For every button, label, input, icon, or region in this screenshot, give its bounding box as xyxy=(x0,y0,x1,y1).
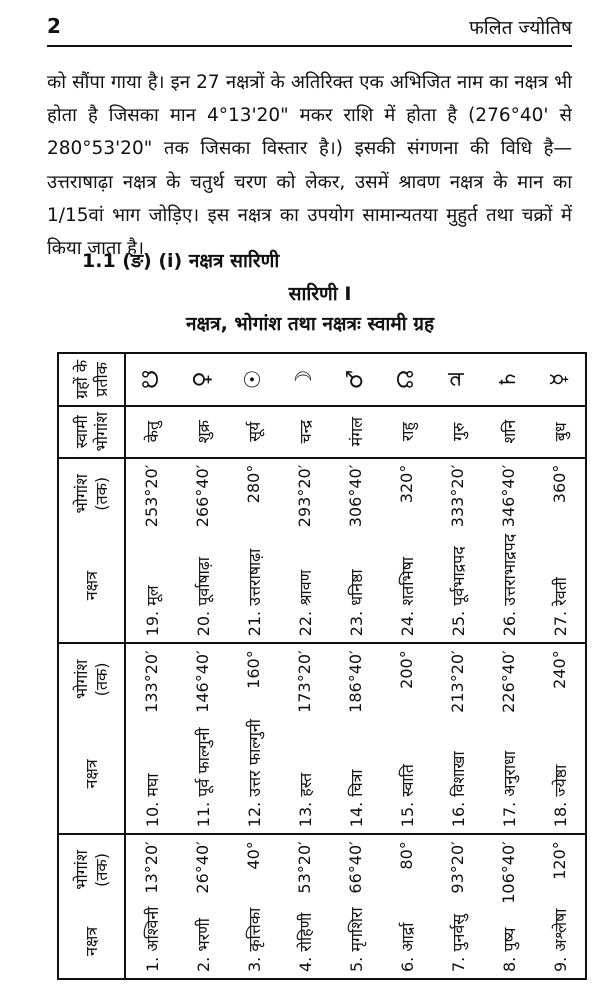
bhogansh-cell: 186°40′ xyxy=(346,650,365,713)
nakshatra-cell: 2. भरणी xyxy=(193,918,213,972)
bhogansh-cell: 320° xyxy=(397,464,416,504)
nakshatra-table xyxy=(57,352,587,980)
table-row xyxy=(432,353,483,979)
nakshatra-cell: 16. विशाखा xyxy=(432,715,483,835)
swami-cell: सूर्य xyxy=(228,406,279,458)
bhogansh-cell: 120° xyxy=(550,841,569,880)
nakshatra-cell: 23. धनिष्ठा xyxy=(330,529,381,643)
bhogansh-cell: 160° xyxy=(244,650,263,689)
bhogansh-cell: 66°40′ xyxy=(346,841,365,894)
header-symbol: ग्रहों के प्रतीक xyxy=(58,353,125,406)
bhogansh-cell: 333°20′ xyxy=(448,464,467,528)
bhogansh-cell: 293°20′ xyxy=(295,464,314,528)
nakshatra-cell: 3. कृत्तिका xyxy=(244,907,264,972)
table-row xyxy=(483,353,534,979)
table-subtitle: नक्षत्र, भोगांश तथा नक्षत्रः स्वामी ग्रह xyxy=(185,313,435,335)
nakshatra-cell: 20. पूर्वाषाढ़ा xyxy=(177,529,228,643)
bhogansh-cell: 253°20′ xyxy=(142,464,161,528)
planet-symbol-icon: ♀ xyxy=(177,353,228,406)
bhogansh-cell: 346°40′ xyxy=(499,464,518,528)
table-row xyxy=(279,353,330,979)
planet-symbol-icon: ♂ xyxy=(330,353,381,406)
bhogansh-cell: 266°40′ xyxy=(193,464,212,528)
section-heading: 1.1 (ङ) (i) नक्षत्र सारिणी xyxy=(82,250,280,272)
bhogansh-cell: 26°40′ xyxy=(193,841,212,894)
nakshatra-cell: 17. अनुराधा xyxy=(483,715,534,835)
nakshatra-cell: 5. मृगशिरा xyxy=(346,907,366,972)
nakshatra-cell: 6. आर्द्रा xyxy=(397,922,417,972)
planet-symbol-icon: ☉ xyxy=(228,353,279,406)
header-swami: स्वामी भोगांश xyxy=(58,406,125,458)
nakshatra-cell: 7. पुनर्वसु xyxy=(448,913,468,972)
nakshatra-cell: 18. ज्येष्ठा xyxy=(534,715,586,835)
bhogansh-cell: 213°20′ xyxy=(448,650,467,713)
bhogansh-cell: 360° xyxy=(550,464,569,504)
nakshatra-cell: 26. उत्तराभाद्रपद xyxy=(483,529,534,643)
table-row xyxy=(381,353,432,979)
bhogansh-cell: 80° xyxy=(397,841,416,870)
bhogansh-cell: 106°40′ xyxy=(499,841,518,904)
nakshatra-cell: 8. पुष्य xyxy=(499,927,519,972)
header-rule xyxy=(47,45,572,47)
table-row xyxy=(228,353,279,979)
swami-cell: केतु xyxy=(125,406,177,458)
table-header-row xyxy=(58,353,125,979)
nakshatra-cell: 21. उत्तराषाढ़ा xyxy=(228,529,279,643)
nakshatra-cell: 25. पूर्वभाद्रपद xyxy=(432,529,483,643)
nakshatra-cell: 9. अश्लेषा xyxy=(550,908,570,972)
swami-cell: शनि xyxy=(483,406,534,458)
bhogansh-cell: 53°20′ xyxy=(295,841,314,894)
nakshatra-cell: 27. रेवती xyxy=(534,529,586,643)
swami-cell: गुरु xyxy=(432,406,483,458)
planet-symbol-icon: ♄ xyxy=(483,353,534,406)
swami-cell: राहु xyxy=(381,406,432,458)
header-nakshatra: नक्षत्र xyxy=(58,529,125,643)
bhogansh-cell: 226°40′ xyxy=(499,650,518,713)
table-row xyxy=(125,353,177,979)
nakshatra-cell: 22. श्रावण xyxy=(279,529,330,643)
bhogansh-cell: 280° xyxy=(244,464,263,504)
planet-symbol-icon: ☿ xyxy=(534,353,586,406)
nakshatra-cell: 19. मूल xyxy=(125,529,177,643)
bhogansh-cell: 146°40′ xyxy=(193,650,212,713)
nakshatra-cell: 12. उत्तर फाल्गुनी xyxy=(228,715,279,835)
nakshatra-cell: 13. हस्त xyxy=(279,715,330,835)
header-bhogansh: भोगांश (तक) xyxy=(58,834,125,905)
bhogansh-cell: 173°20′ xyxy=(295,650,314,713)
table-row xyxy=(330,353,381,979)
table-title: सारिणी I xyxy=(288,283,352,305)
swami-cell: शुक्र xyxy=(177,406,228,458)
nakshatra-cell: 10. मघा xyxy=(125,715,177,835)
planet-symbol-icon: ♃ xyxy=(432,353,483,406)
swami-cell: चन्द्र xyxy=(279,406,330,458)
nakshatra-cell: 1. अश्विनी xyxy=(142,906,162,972)
bhogansh-cell: 200° xyxy=(397,650,416,689)
swami-cell: बुध xyxy=(534,406,586,458)
header-nakshatra: नक्षत्र xyxy=(58,715,125,835)
nakshatra-cell: 14. चित्रा xyxy=(330,715,381,835)
nakshatra-cell: 15. स्वाति xyxy=(381,715,432,835)
bhogansh-cell: 240° xyxy=(550,650,569,689)
bhogansh-cell: 306°40′ xyxy=(346,464,365,528)
body-paragraph: को सौंपा गाया है। इन 27 नक्षत्रों के अतिरिक्त एक अभिजित नाम का नक्षत्र भी होता है जिसका मान 4°13'20" मकर राशि में होता है (276°40' से 280°53'20" तक जिसका विस्तार है।) इसकी संगणना की विधि है—उत्तराषाढ़ा नक्षत्र के चतुर्थ चरण को लेकर, उसमें श्रावण नक्षत्र के मान का 1/15वां भाग जोड़िए। इस नक्षत्र का उपयोग सामान्यतया मुहुर्त तथा चक्रों में किया जाता है। xyxy=(47,72,572,260)
bhogansh-cell: 40° xyxy=(244,841,263,870)
bhogansh-cell: 133°20′ xyxy=(142,650,161,713)
running-title: फलित ज्योतिष xyxy=(469,17,572,39)
nakshatra-cell: 4. रोहिणी xyxy=(295,912,315,972)
swami-cell: मंगल xyxy=(330,406,381,458)
bhogansh-cell: 93°20′ xyxy=(448,841,467,894)
page-number: 2 xyxy=(47,14,61,38)
planet-symbol-icon: ☽ xyxy=(279,353,330,406)
table-row xyxy=(177,353,228,979)
planet-symbol-icon: ☊ xyxy=(381,353,432,406)
nakshatra-table-rotated xyxy=(57,352,572,980)
nakshatra-cell: 24. शतभिषा xyxy=(381,529,432,643)
planet-symbol-icon: ☋ xyxy=(125,353,177,406)
nakshatra-cell: 11. पूर्व फाल्गुनी xyxy=(177,715,228,835)
header-bhogansh: भोगांश (तक) xyxy=(58,458,125,529)
table-row xyxy=(534,353,586,979)
bhogansh-cell: 13°20′ xyxy=(142,841,161,894)
header-bhogansh: भोगांश (तक) xyxy=(58,643,125,714)
header-nakshatra: नक्षत्र xyxy=(58,905,125,979)
